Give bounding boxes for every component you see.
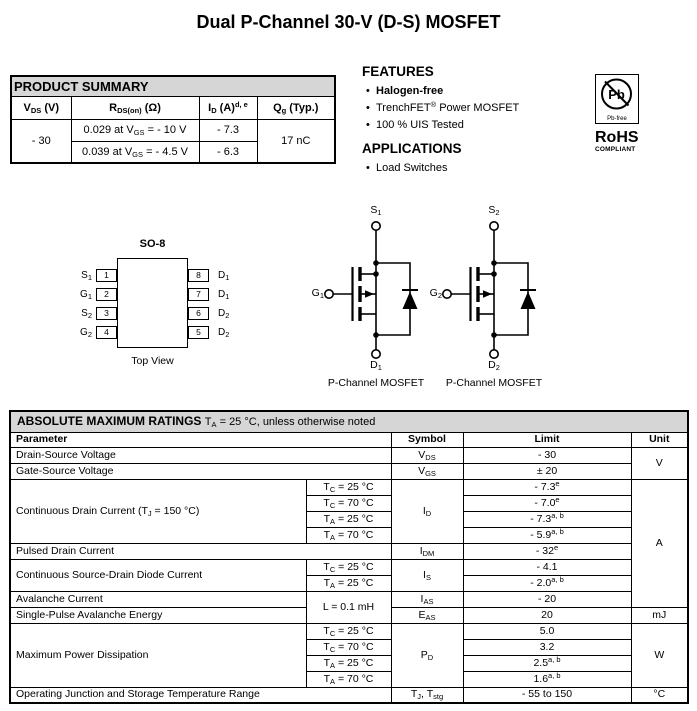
amr-pd-limit-3: 2.5$^{a, b}$ [463,655,631,671]
amr-idm-param: Pulsed Drain Current [10,543,391,559]
pmos-symbol-graphic [436,217,546,363]
amr-unit-v: V [631,447,688,479]
pb-crossed-icon [596,75,637,113]
bullet-icon: • [366,119,370,131]
table-row [11,119,335,141]
applications-heading: APPLICATIONS [362,141,462,156]
list-item [362,100,590,117]
drain-label: $D_2$ [488,359,500,372]
amr-pd-limit-2: 3.2 [463,639,631,655]
ps-col-vds: $V_{DS}$ (V) [11,96,71,119]
mosfet-symbol-1 [311,203,438,395]
table-row [10,447,688,463]
amr-id-cond-4: $T_A = 70$ °C [306,527,391,543]
ps-vds-value: - 30 [11,119,71,163]
amr-col-limit: Limit [463,432,631,447]
feature-halogen-free: Halogen-free [376,85,444,97]
feature-trenchfet: TrenchFET® Power MOSFET [376,100,520,114]
page-title: Dual P-Channel 30-V (D-S) MOSFET [196,12,501,32]
amr-col-unit: Unit [631,432,688,447]
source-label: $S_2$ [488,204,500,217]
amr-col-symbol: Symbol [391,432,463,447]
pin-label-d1b: $D_1$ [218,289,230,301]
table-row [10,559,688,575]
ps-col-rdson: $R_{DS(on)}$ (Ω) [71,96,199,119]
ps-qg-value: 17 nC [257,119,335,163]
ps-id-1: - 7.3 [199,119,257,141]
amr-tj-symbol: $T_J$, $T_{stg}$ [391,687,463,703]
pin-7: 7 [188,288,209,301]
bullet-icon: • [366,85,370,97]
amr-vds-param: Drain-Source Voltage [10,447,391,463]
pin-label-d1a: $D_1$ [218,270,230,282]
pb-free-label: Pb-free [607,116,627,122]
amr-is-symbol: $I_S$ [391,559,463,591]
drain-label: $D_1$ [370,359,382,372]
absolute-maximum-ratings-table [9,410,689,704]
amr-id-limit-2: - 7.0e [463,495,631,511]
compliance-badges [595,74,665,153]
list-item [362,83,590,100]
amr-ias-param: Avalanche Current [10,591,306,607]
features-section [362,64,590,177]
list-item [362,160,590,177]
rohs-label: RoHS [595,129,639,146]
pin-1: 1 [96,269,117,282]
amr-pd-cond-1: $T_C = 25$ °C [306,623,391,639]
amr-is-limit-1: - 4.1 [463,559,631,575]
amr-pd-limit-1: 5.0 [463,623,631,639]
table-row [10,463,688,479]
amr-pd-param: Maximum Power Dissipation [10,623,306,687]
top-view-caption: Top View [131,355,174,367]
amr-id-limit-1: - 7.3e [463,479,631,495]
amr-is-cond-1: $T_C = 25$ °C [306,559,391,575]
table-row [10,687,688,703]
amr-pd-cond-4: $T_A = 70$ °C [306,671,391,687]
amr-ias-limit: - 20 [463,591,631,607]
package-name: SO-8 [139,238,166,250]
amr-id-cond-1: $T_C = 25$ °C [306,479,391,495]
rohs-compliant-label: COMPLIANT [595,146,636,153]
pmos-symbol-graphic [318,217,428,363]
pin-8: 8 [188,269,209,282]
table-row [10,479,688,495]
mosfet-symbol-2 [429,203,556,395]
amr-unit-a: A [631,479,688,607]
pin-5: 5 [188,326,209,339]
amr-pd-cond-2: $T_C = 70$ °C [306,639,391,655]
pin-label-g2: $G_2$ [80,327,92,339]
pb-free-icon [595,74,639,124]
amr-is-param: Continuous Source-Drain Diode Current [10,559,306,591]
amr-unit-w: W [631,623,688,687]
amr-id-cond-2: $T_C = 70$ °C [306,495,391,511]
product-summary-table [10,75,336,164]
amr-title-band: ABSOLUTE MAXIMUM RATINGS $T_A = 25$ °C, unless otherwise noted [10,411,688,432]
pin-label-s2: $S_2$ [81,308,92,320]
table-row [10,591,688,607]
source-label: $S_1$ [370,204,382,217]
pin-6: 6 [188,307,209,320]
amr-idm-symbol: $I_{DM}$ [391,543,463,559]
gate-label: $G_1$ [311,287,324,300]
pin-3: 3 [96,307,117,320]
amr-id-symbol: $I_D$ [391,479,463,543]
amr-vds-symbol: $V_{DS}$ [391,447,463,463]
table-row [10,623,688,639]
amr-tj-limit: - 55 to 150 [463,687,631,703]
amr-vgs-limit: ± 20 [463,463,631,479]
amr-is-cond-2: $T_A = 25$ °C [306,575,391,591]
gate-label: $G_2$ [429,287,442,300]
amr-eas-param: Single-Pulse Avalanche Energy [10,607,306,623]
application-load-switches: Load Switches [376,162,448,174]
ps-rdson-2: 0.039 at $V_{GS}$ = - 4.5 V [71,141,199,163]
amr-vgs-param: Gate-Source Voltage [10,463,391,479]
amr-unit-c: °C [631,687,688,703]
features-heading: FEATURES [362,64,434,79]
amr-vds-limit: - 30 [463,447,631,463]
ps-id-2: - 6.3 [199,141,257,163]
schematic-caption: P-Channel MOSFET [327,377,425,389]
amr-id-limit-4: - 5.9$^{a, b}$ [463,527,631,543]
ps-col-qg: $Q_g$ (Typ.) [257,96,335,119]
so8-package-diagram [66,238,266,372]
amr-id-limit-3: - 7.3$^{a, b}$ [463,511,631,527]
amr-eas-unit: mJ [631,607,688,623]
amr-pd-symbol: $P_D$ [391,623,463,687]
amr-col-parameter: Parameter [10,432,391,447]
bullet-icon: • [366,102,370,114]
svg-text:Pb: Pb [608,87,625,102]
pin-2: 2 [96,288,117,301]
pin-label-s1: $S_1$ [81,270,92,282]
table-row [10,543,688,559]
pin-label-d2a: $D_2$ [218,308,230,320]
amr-id-cond-3: $T_A = 25$ °C [306,511,391,527]
product-summary-title: PRODUCT SUMMARY [11,76,335,96]
package-body [117,258,188,348]
schematic-caption: P-Channel MOSFET [445,377,543,389]
amr-id-param: Continuous Drain Current ($T_J = 150$ °C) [10,479,306,543]
pin-4: 4 [96,326,117,339]
amr-pd-limit-4: 1.6$^{a, b}$ [463,671,631,687]
amr-eas-limit: 20 [463,607,631,623]
amr-vgs-symbol: $V_{GS}$ [391,463,463,479]
amr-pd-cond-3: $T_A = 25$ °C [306,655,391,671]
amr-eas-symbol: $E_{AS}$ [391,607,463,623]
amr-is-limit-2: - 2.0$^{a, b}$ [463,575,631,591]
amr-idm-limit: - 32e [463,543,631,559]
ps-col-id: $I_D$ $(A)^{d, e}$ [199,96,257,119]
feature-uis: 100 % UIS Tested [376,119,464,131]
amr-ias-cond: L = 0.1 mH [306,591,391,623]
pin-label-d2b: $D_2$ [218,327,230,339]
pin-label-g1: $G_1$ [80,289,92,301]
ps-rdson-1: 0.029 at $V_{GS}$ = - 10 V [71,119,199,141]
amr-ias-symbol: $I_{AS}$ [391,591,463,607]
bullet-icon: • [366,162,370,174]
amr-tj-param: Operating Junction and Storage Temperature Range [10,687,391,703]
list-item [362,117,590,134]
